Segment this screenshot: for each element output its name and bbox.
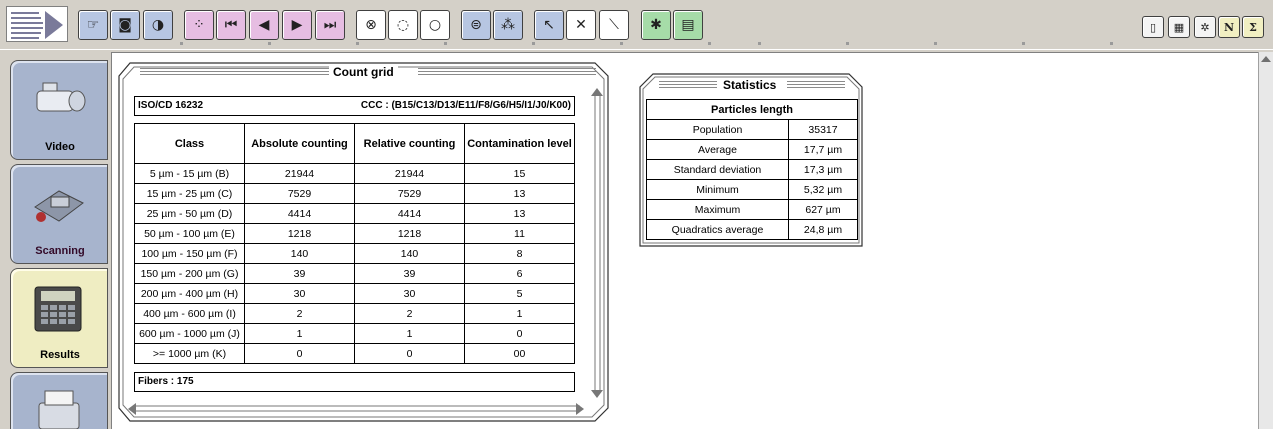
table-cell: 1218 [355,224,465,244]
statistic-label: Average [647,140,789,160]
table-row [647,120,858,140]
sum-button[interactable] [1242,16,1264,38]
column-header: Class [135,124,245,164]
dotted-disc-icon: ⁂ [501,17,515,33]
table-cell: >= 1000 µm (K) [135,344,245,364]
filter-button[interactable] [461,10,491,40]
statistic-value: 627 µm [789,200,858,220]
statistics-table [646,99,858,240]
toolbar-separator-dot [620,42,623,45]
table-cell: 5 µm - 15 µm (B) [135,164,245,184]
grid-vscroll-down-icon[interactable] [591,390,603,398]
standard-name: ISO/CD 16232 [138,100,204,111]
main-toolbar [0,0,1273,50]
toolbar-separator-dot [934,42,937,45]
printer-icon [29,385,89,429]
table-cell: 13 [465,204,575,224]
table-cell: 7529 [245,184,355,204]
statistic-label: Population [647,120,789,140]
document-star-icon: ✱ [650,17,662,33]
table-row [647,140,858,160]
equals-circle-icon: ⊜ [470,17,482,33]
table-cell: 15 [465,164,575,184]
table-cell: 5 [465,284,575,304]
table-cell: 50 µm - 100 µm (E) [135,224,245,244]
last-frame-button[interactable] [315,10,345,40]
table-cell: 150 µm - 200 µm (G) [135,264,245,284]
ccc-code: CCC : (B15/C13/D13/E11/F8/G6/H5/I1/J0/K00) [360,100,571,111]
pointer-button[interactable] [534,10,564,40]
clipboard-button[interactable] [673,10,703,40]
table-row [135,224,575,244]
table-row [135,164,575,184]
table-cell: 0 [245,344,355,364]
standard-header [134,96,575,116]
sidebar-item-label: Scanning [35,245,85,257]
table-row [135,244,575,264]
previous-frame-button[interactable] [249,10,279,40]
table-row [135,344,575,364]
grid-page-icon: ▦ [1173,20,1185,34]
table-cell: 0 [355,344,465,364]
pointer-star-icon: ↖ [543,17,555,33]
grid-report-button[interactable] [1168,16,1190,38]
measure-line-button[interactable] [599,10,629,40]
sidebar-item-label: Results [40,349,80,361]
table-row [647,200,858,220]
count-n-button[interactable] [1218,16,1240,38]
table-cell: 2 [245,304,355,324]
column-header: Contamination level [465,124,575,164]
statistic-value: 17,3 µm [789,160,858,180]
table-row [135,204,575,224]
statistics-header: Particles length [647,100,858,120]
table-row [647,220,858,240]
sidebar-item-label: Video [45,141,75,153]
sidebar-item-video[interactable] [10,60,108,160]
table-row [135,264,575,284]
table-cell: 2 [355,304,465,324]
report-button[interactable] [1142,16,1164,38]
table-cell: 6 [465,264,575,284]
column-header: Relative counting [355,124,465,164]
table-cell: 21944 [355,164,465,184]
export-report-button[interactable] [641,10,671,40]
table-cell: 140 [355,244,465,264]
calculator-icon [29,281,89,335]
scroll-up-icon [1261,56,1271,62]
particle-icon: ✲ [1200,20,1210,34]
table-header-row [135,124,575,164]
hand-pointer-icon: ☞ [86,17,100,33]
clipboard-icon: ▤ [681,17,695,33]
next-frame-button[interactable] [282,10,312,40]
diagonal-line-icon: ⟍ [609,17,619,33]
skip-back-icon: ⏮ [224,17,238,33]
table-cell: 30 [245,284,355,304]
statistic-label: Maximum [647,200,789,220]
sidebar-item-scanning[interactable] [10,164,108,264]
table-cell: 11 [465,224,575,244]
toolbar-separator-dot [268,42,271,45]
fibers-count: Fibers : 175 [134,372,575,392]
color-circle-icon: ◑ [151,17,165,33]
statistic-label: Minimum [647,180,789,200]
exclude-particle-button[interactable] [356,10,386,40]
cross-icon: ✕ [575,17,587,33]
circle-tool-button[interactable] [388,10,418,40]
step-forward-icon: ▶ [291,17,303,33]
table-cell: 600 µm - 1000 µm (J) [135,324,245,344]
particles-button[interactable] [493,10,523,40]
table-cell: 1 [355,324,465,344]
toolbar-separator-dot [532,42,535,45]
table-cell: 39 [245,264,355,284]
camera-button[interactable] [110,10,140,40]
table-row [135,284,575,304]
table-cell: 39 [355,264,465,284]
table-cell: 1 [465,304,575,324]
count-grid-table [134,123,575,364]
toolbar-separator-dot [1110,42,1113,45]
step-back-icon: ◀ [258,17,270,33]
toolbar-separator-dot [356,42,359,45]
vertical-scrollbar[interactable] [1258,52,1273,429]
table-cell: 140 [245,244,355,264]
table-cell: 4414 [245,204,355,224]
toolbar-separator-dot [758,42,761,45]
toolbar-separator-dot [1022,42,1025,45]
statistic-value: 24,8 µm [789,220,858,240]
toolbar-separator-dot [846,42,849,45]
table-row [135,324,575,344]
crossed-circle-icon: ⊗ [365,17,377,33]
toolbar-separator-dot [180,42,183,45]
table-cell: 1 [245,324,355,344]
color-balance-button[interactable] [143,10,173,40]
table-cell: 200 µm - 400 µm (H) [135,284,245,304]
column-header: Absolute counting [245,124,355,164]
microscope-stage-icon [29,177,89,231]
table-cell: 21944 [245,164,355,184]
table-row [647,180,858,200]
delete-button[interactable] [566,10,596,40]
rotate-tool-button[interactable] [420,10,450,40]
grid-hscroll-right-icon[interactable] [576,403,584,415]
toolbar-separator-dot [708,42,711,45]
table-header-row [647,100,858,120]
grid-hscroll-left-icon[interactable] [128,403,136,415]
panel-title: Count grid [329,65,398,79]
table-cell: 00 [465,344,575,364]
table-cell: 100 µm - 150 µm (F) [135,244,245,264]
video-camera-icon [29,73,89,127]
table-row [135,184,575,204]
page-icon: ▯ [1149,20,1157,34]
statistic-value: 35317 [789,120,858,140]
statistic-label: Standard deviation [647,160,789,180]
dotted-circle-icon: ◌ [396,17,410,33]
module-sidebar [0,52,112,429]
select-path-button[interactable] [184,10,214,40]
camera-icon: ◙ [118,17,132,33]
table-row [647,160,858,180]
table-cell: 25 µm - 50 µm (D) [135,204,245,224]
statistic-label: Quadratics average [647,220,789,240]
toolbar-separator-dot [444,42,447,45]
table-cell: 4414 [355,204,465,224]
table-cell: 15 µm - 25 µm (C) [135,184,245,204]
sigma-icon: Σ [1249,20,1257,34]
table-cell: 7529 [355,184,465,204]
table-cell: 400 µm - 600 µm (I) [135,304,245,324]
table-row [135,304,575,324]
circle-arrow-icon: ○ [428,17,442,33]
particle-view-button[interactable] [1194,16,1216,38]
app-logo [6,6,68,42]
skip-forward-icon: ⏭ [323,17,337,33]
table-cell: 1218 [245,224,355,244]
sidebar-item-results[interactable] [10,268,108,368]
statistic-value: 5,32 µm [789,180,858,200]
sidebar-item-print[interactable] [10,372,108,429]
table-cell: 30 [355,284,465,304]
dotted-path-icon: ⁘ [193,17,205,33]
statistic-value: 17,7 µm [789,140,858,160]
table-cell: 8 [465,244,575,264]
remote-control-button[interactable] [78,10,108,40]
letter-n-icon: N [1223,20,1235,34]
table-cell: 13 [465,184,575,204]
grid-vscroll-up-icon[interactable] [591,88,603,96]
first-frame-button[interactable] [216,10,246,40]
table-cell: 0 [465,324,575,344]
panel-title: Statistics [719,78,780,92]
